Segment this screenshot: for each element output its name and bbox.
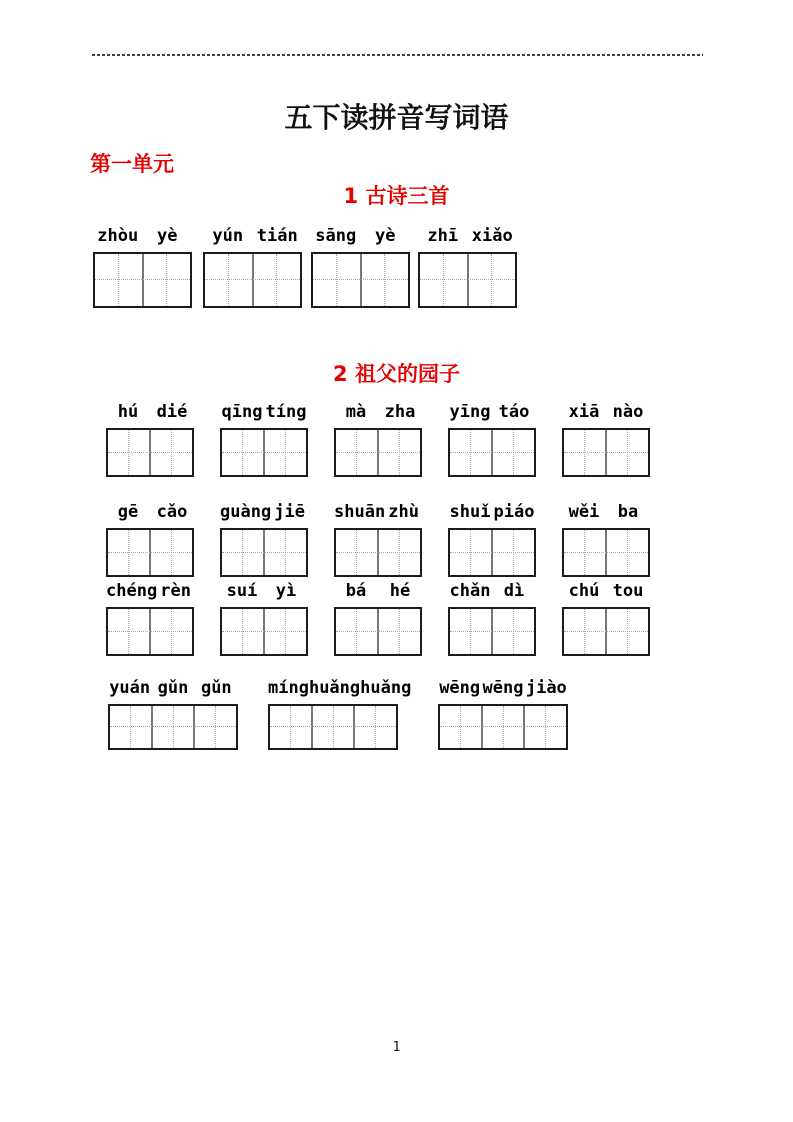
pinyin-syllable: jiē (274, 502, 305, 522)
pinyin-syllable: sāng (315, 226, 357, 246)
grid-cell (450, 609, 491, 654)
grid-cell (270, 706, 311, 748)
writing-grid (448, 607, 536, 656)
pinyin-syllable: xiā (568, 402, 600, 422)
grid-cell (222, 530, 263, 575)
word-block-cheng-ren (106, 582, 194, 656)
grid-cell (377, 609, 420, 654)
lesson-2-heading: 2 祖父的园子 (333, 362, 460, 386)
word-block-sang-ye (311, 227, 410, 308)
grid-cell (605, 430, 648, 475)
pinyin-syllable: zhù (388, 502, 419, 522)
grid-cell (467, 254, 516, 306)
writing-grid (562, 428, 650, 477)
writing-grid (108, 704, 238, 750)
grid-cell (313, 254, 360, 306)
writing-grid (106, 607, 194, 656)
writing-grid (220, 607, 308, 656)
grid-cell (205, 254, 252, 306)
pinyin-syllable: yè (375, 226, 396, 246)
writing-grid (220, 428, 308, 477)
grid-cell (377, 530, 420, 575)
writing-grid (334, 607, 422, 656)
grid-cell (450, 430, 491, 475)
grid-cell (481, 706, 524, 748)
pinyin-syllable: wēng (439, 678, 481, 698)
pinyin-syllable: gē (117, 502, 139, 522)
pinyin-syllable: zhòu (97, 226, 139, 246)
grid-cell (263, 609, 306, 654)
grid-cell (450, 530, 491, 575)
pinyin-syllable: yè (157, 226, 178, 246)
word-block-guang-jie (220, 503, 308, 577)
pinyin-syllable: gǔn (157, 678, 189, 698)
writing-grid (311, 252, 410, 308)
pinyin-syllable: chǎn (449, 581, 491, 601)
pinyin-syllable: chú (568, 581, 600, 601)
pinyin-syllable: wěi (568, 502, 600, 522)
pinyin-syllable: hú (117, 402, 139, 422)
word-block-shui-piao (448, 503, 536, 577)
grid-cell (95, 254, 142, 306)
unit-heading: 第一单元 (90, 152, 174, 176)
grid-cell (149, 530, 192, 575)
word-block-wei-ba (562, 503, 650, 577)
grid-cell (605, 609, 648, 654)
grid-cell (110, 706, 151, 748)
pinyin-syllable: shuān (334, 502, 386, 522)
writing-grid (220, 528, 308, 577)
pinyin-syllable: piáo (493, 502, 535, 522)
grid-cell (263, 530, 306, 575)
grid-cell (564, 609, 605, 654)
pinyin-syllable: tián (256, 226, 298, 246)
grid-cell (491, 530, 534, 575)
writing-grid (268, 704, 398, 750)
word-block-ba-he (334, 582, 422, 656)
pinyin-syllable: cǎo (156, 502, 188, 522)
grid-cell (336, 530, 377, 575)
pinyin-syllable: chéng (106, 581, 158, 601)
writing-grid (448, 528, 536, 577)
word-block-ge-cao (106, 503, 194, 577)
pinyin-syllable: tíng (265, 402, 307, 422)
word-block-weng-weng-jiao (438, 679, 568, 750)
grid-cell (108, 430, 149, 475)
word-block-ying-tao (448, 403, 536, 477)
writing-grid (562, 607, 650, 656)
word-block-yun-tian (203, 227, 302, 308)
grid-cell (151, 706, 194, 748)
word-block-shuan-zhu (334, 503, 422, 577)
pinyin-syllable: zhī (427, 226, 459, 246)
grid-cell (222, 609, 263, 654)
writing-grid (203, 252, 302, 308)
word-block-yuan-gun-gun (108, 679, 238, 750)
writing-grid (438, 704, 568, 750)
word-block-hu-die (106, 403, 194, 477)
pinyin-syllable: nào (612, 402, 644, 422)
pinyin-syllable: hé (389, 581, 411, 601)
pinyin-syllable: ba (617, 502, 639, 522)
grid-cell (491, 609, 534, 654)
pinyin-syllable: wēng (482, 678, 524, 698)
grid-cell (311, 706, 354, 748)
top-dashed-divider (92, 54, 703, 56)
pinyin-syllable: mà (345, 402, 367, 422)
grid-cell (149, 609, 192, 654)
writing-grid (448, 428, 536, 477)
pinyin-syllable: yuán (109, 678, 151, 698)
grid-cell (108, 609, 149, 654)
grid-cell (377, 430, 420, 475)
writing-grid (334, 528, 422, 577)
page-title: 五下读拼音写词语 (284, 101, 509, 134)
grid-cell (440, 706, 481, 748)
word-block-chu-tou (562, 582, 650, 656)
pinyin-syllable: zha (384, 402, 416, 422)
grid-cell (523, 706, 566, 748)
grid-cell (252, 254, 301, 306)
grid-cell (420, 254, 467, 306)
pinyin-syllable: jiào (525, 678, 567, 698)
page-number: 1 (392, 1040, 401, 1055)
pinyin-syllable: yún (212, 226, 244, 246)
writing-grid (418, 252, 517, 308)
pinyin-syllable: xiǎo (471, 226, 513, 246)
writing-grid (334, 428, 422, 477)
pinyin-syllable: huǎng (360, 678, 412, 698)
writing-grid (562, 528, 650, 577)
pinyin-syllable: shuǐ (449, 502, 491, 522)
grid-cell (263, 430, 306, 475)
word-block-xia-nao (562, 403, 650, 477)
pinyin-syllable: suí (226, 581, 258, 601)
grid-cell (360, 254, 409, 306)
pinyin-syllable: míng (268, 678, 309, 698)
grid-cell (108, 530, 149, 575)
writing-grid (106, 528, 194, 577)
pinyin-syllable: qīng (221, 402, 263, 422)
word-block-qing-ting (220, 403, 308, 477)
grid-cell (564, 430, 605, 475)
word-block-zhou-ye (93, 227, 192, 308)
pinyin-syllable: yì (275, 581, 297, 601)
pinyin-syllable: huǎng (308, 678, 361, 698)
grid-cell (353, 706, 396, 748)
word-block-zhi-xiao (418, 227, 517, 308)
grid-cell (193, 706, 236, 748)
pinyin-syllable: tou (612, 581, 644, 601)
pinyin-syllable: dì (503, 581, 525, 601)
pinyin-syllable: gǔn (200, 678, 232, 698)
grid-cell (336, 430, 377, 475)
word-block-ma-zha (334, 403, 422, 477)
grid-cell (605, 530, 648, 575)
grid-cell (336, 609, 377, 654)
grid-cell (564, 530, 605, 575)
lesson-1-heading: 1 古诗三首 (343, 184, 450, 208)
pinyin-syllable: bá (345, 581, 367, 601)
grid-cell (149, 430, 192, 475)
pinyin-syllable: rèn (160, 581, 191, 601)
writing-grid (93, 252, 192, 308)
pinyin-syllable: guàng (220, 502, 272, 522)
writing-grid (106, 428, 194, 477)
grid-cell (222, 430, 263, 475)
word-block-sui-yi (220, 582, 308, 656)
word-block-chan-di (448, 582, 536, 656)
pinyin-syllable: dié (156, 402, 188, 422)
grid-cell (491, 430, 534, 475)
word-block-ming-huang-huang (268, 678, 412, 750)
pinyin-syllable: táo (498, 402, 530, 422)
pinyin-syllable: yīng (449, 402, 491, 422)
grid-cell (142, 254, 191, 306)
